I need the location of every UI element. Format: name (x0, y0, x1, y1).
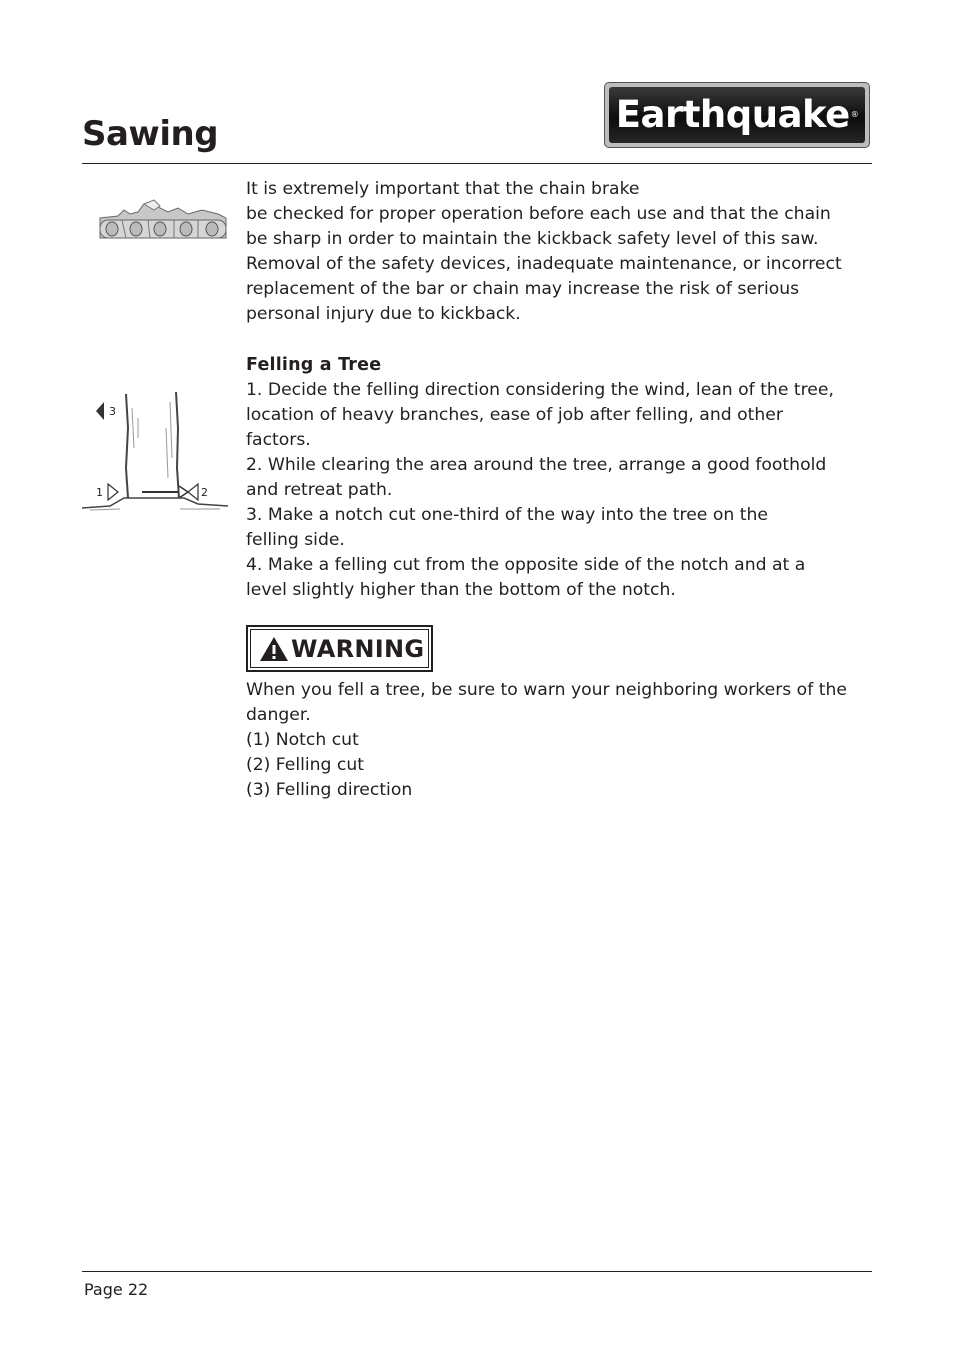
felling-line: 2. While clearing the area around the tree, arrange a good foothold (246, 455, 827, 475)
felling-line: 1. Decide the felling direction considering the wind, lean of the tree, (246, 380, 834, 400)
felling-heading: Felling a Tree (246, 355, 382, 375)
brand-logo-plate (609, 87, 865, 143)
brand-logo-text: Earthquake (615, 92, 850, 136)
page-number: Page 22 (84, 1280, 149, 1299)
brand-logo (604, 82, 870, 148)
warning-line: danger. (246, 705, 311, 725)
warning-text (246, 678, 871, 803)
felling-line: felling side. (246, 530, 345, 550)
saw-chain-illustration (98, 198, 228, 242)
chain-line: be sharp in order to maintain the kickback safety level of this saw. (246, 229, 819, 249)
warning-label: WARNING (291, 634, 425, 663)
diagram-label-1: 1 (96, 486, 103, 499)
warning-badge-inner (250, 629, 429, 668)
warning-triangle-icon (259, 636, 289, 662)
felling-line: factors. (246, 430, 311, 450)
diagram-label-3: 3 (109, 405, 116, 418)
warning-line: (1) Notch cut (246, 730, 359, 750)
warning-line: (3) Felling direction (246, 780, 413, 800)
header-divider (82, 163, 872, 164)
warning-line: When you fell a tree, be sure to warn your neighboring workers of the (246, 680, 847, 700)
diagram-label-2: 2 (201, 486, 208, 499)
felling-line: 3. Make a notch cut one-third of the way into the tree on the (246, 505, 768, 525)
chain-line: It is extremely important that the chain brake (246, 179, 640, 199)
tree-felling-diagram (80, 388, 230, 512)
felling-line: level slightly higher than the bottom of the notch. (246, 580, 676, 600)
chain-line: Removal of the safety devices, inadequate maintenance, or incorrect (246, 254, 842, 274)
chain-safety-paragraph (246, 177, 871, 327)
felling-cut-arrow (188, 484, 198, 500)
warning-badge (246, 625, 433, 672)
warning-line: (2) Felling cut (246, 755, 365, 775)
felling-line: location of heavy branches, ease of job after felling, and other (246, 405, 783, 425)
felling-line: and retreat path. (246, 480, 393, 500)
felling-line: 4. Make a felling cut from the opposite side of the notch and at a (246, 555, 806, 575)
felling-section (246, 353, 871, 603)
registered-mark: ® (850, 109, 859, 119)
chain-line: be checked for proper operation before each use and that the chain (246, 204, 831, 224)
chain-line: replacement of the bar or chain may increase the risk of serious (246, 279, 800, 299)
chain-line: personal injury due to kickback. (246, 304, 521, 324)
footer-divider (82, 1271, 872, 1272)
felling-direction-arrow (96, 402, 104, 420)
notch-cut-arrow (108, 484, 118, 500)
page-title: Sawing (82, 114, 219, 154)
